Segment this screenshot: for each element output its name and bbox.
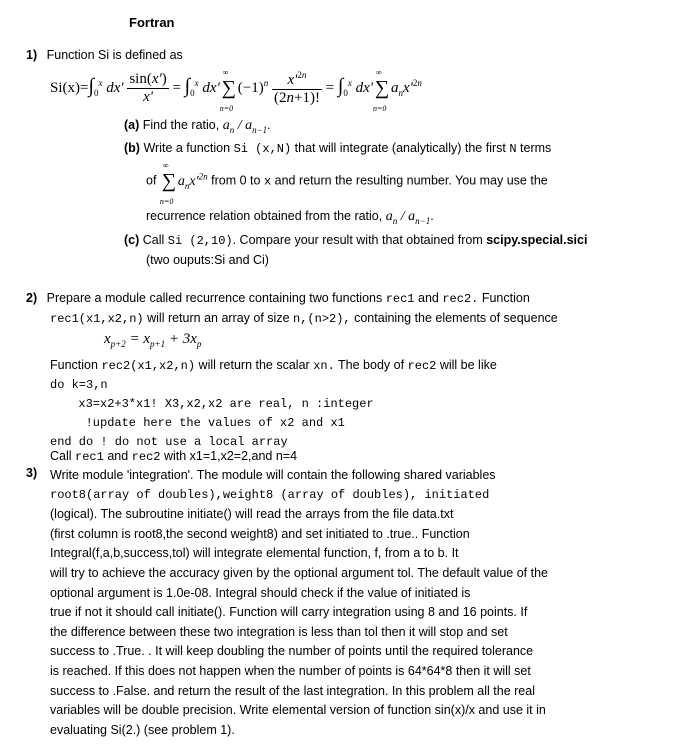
problem-2-line1: [26, 291, 530, 306]
problem-1c-line2: (two ouputs:Si and Ci): [146, 253, 269, 267]
p2-call-c1: rec1: [75, 450, 104, 464]
item-a-label: (a): [124, 118, 140, 132]
problem-3-line: root8(array of doubles),weight8 (array of doubles), initiated: [50, 487, 490, 502]
problem-2-call-line: [50, 449, 297, 464]
problem-2-line3: [50, 358, 497, 373]
p2-l1-post: Function: [481, 291, 530, 305]
problem-1b-line2: of ∞ ∑ n=0 $a_nx'^{2n}$ from 0 to x and return the resulting number. You may use the: [146, 161, 548, 206]
p2-l3-mid: will return the scalar: [198, 358, 310, 372]
code-line: do k=3,n: [50, 378, 108, 392]
problem-3-line: optional argument is 1.0e-08. Integral should check if the value of initiated is: [50, 585, 471, 600]
item-b-label: (b): [124, 141, 140, 155]
p2-l2-mid: will return an array of size: [147, 311, 290, 325]
p2-l3-mid2: The body of: [338, 358, 405, 372]
code-line: end do ! do not use a local array: [50, 435, 288, 449]
item-b-pre: Write a function: [143, 141, 231, 155]
p2-l3-code2: xn.: [313, 359, 335, 373]
problem-3-line: success to .False. and return the result of the last integration. In this problem all the real: [50, 683, 535, 698]
item-c-bold: scipy.special.sici: [486, 233, 588, 247]
p2-l3-post: will be like: [439, 358, 497, 372]
code-line: x3=x2+3*x1! X3,x2,x2 are real, n :integer: [64, 397, 374, 411]
problem-3-line: (first column is root8,the second weight8) and set initiated to .true.. Function: [50, 526, 470, 541]
item-b-line2-code: x: [263, 174, 272, 189]
problem-3-line: will try to achieve the accuracy given by the optional argument tol. The default value of the: [50, 565, 548, 580]
item-c-code: Si (2,10): [167, 234, 233, 248]
problem-1c-line1: [124, 233, 587, 248]
problem-3-line: evaluating Si(2.) (see problem 1).: [50, 722, 235, 737]
si-definition-equation: $Si(x)=\int_0^x$ dx' $\frac{\sin(x')}{x'}$ = $\int_0^x$ dx' ∞ ∑ n=0 $(-1)^n$ $\frac{x'^{2n}}{(2n+1)!}$ = $\int_0^x$ dx' ∞ ∑ n=0 $a_nx'^{2n}$: [50, 68, 422, 113]
p2-l1-and: and: [418, 291, 439, 305]
p2-l1-c2: rec2.: [442, 292, 479, 306]
problem-1-number: 1): [26, 48, 38, 62]
p2-l3-code: rec2(x1,x2,n): [101, 359, 196, 373]
p2-call-pre: Call: [50, 449, 72, 463]
p2-l2-code2: n,(n>2),: [293, 312, 351, 326]
problem-1-text: Function Si is defined as: [46, 48, 183, 62]
p2-l2-code: rec1(x1,x2,n): [50, 312, 144, 326]
item-b-line2-post: and return the resulting number. You may use the: [274, 173, 548, 188]
p2-l2-post: containing the elements of sequence: [354, 311, 558, 325]
problem-3-line: true if not it should call initiate(). Function will carry integration using 8 and 16 points. If: [50, 605, 528, 620]
item-b-code: Si (x,N): [233, 142, 292, 156]
item-b-code2: N: [509, 142, 517, 156]
problem-1-intro: [26, 48, 183, 62]
p2-call-c2: rec2: [131, 450, 161, 464]
p2-l1-c1: rec1: [385, 292, 415, 306]
item-b-post: terms: [520, 141, 552, 155]
problem-3-body: [50, 466, 640, 740]
problem-3-line: (logical). The subroutine initiate() will read the arrays from the file data.txt: [50, 507, 454, 522]
item-c-pre: Call: [142, 233, 165, 247]
item-b-line2-pre: of: [146, 173, 157, 188]
p2-l1-pre: Prepare a module called recurrence containing two functions: [46, 291, 383, 305]
problem-3-line: is reached. If this does not happen when the number of points is 64*64*8 then it will set: [50, 663, 531, 678]
recurrence-equation: $x_{p+2} = x_{p+1} + 3x_p$: [104, 331, 202, 349]
problem-3-line: Integral(f,a,b,success,tol) will integrate elemental function, f, from a to b. It: [50, 546, 459, 561]
problem-2-line2: [50, 311, 558, 326]
problem-1b-line3: recurrence relation obtained from the ratio, $a_n / a_{n-1}$.: [146, 209, 434, 226]
item-c-mid: . Compare your result with that obtained from: [232, 233, 483, 247]
item-b-mid: that will integrate (analytically) the first: [294, 141, 506, 155]
item-c-label: (c): [124, 233, 140, 247]
item-b-line2-mid: from 0 to: [211, 173, 261, 188]
problem-3-line: Write module 'integration'. The module will contain the following shared variables: [50, 468, 496, 482]
problem-1a: (a) Find the ratio, $a_n / a_{n-1}$.: [124, 118, 271, 135]
p2-call-post: with x1=1,x2=2,and n=4: [163, 449, 298, 463]
item-a-text: Find the ratio,: [142, 118, 220, 132]
problem-3-number: 3): [26, 466, 38, 480]
equation-lhs: Si(x)=: [50, 79, 89, 96]
item-b-line3: recurrence relation obtained from the ratio,: [146, 209, 383, 223]
problem-3-line: success to .True. . It will keep doubling the number of points until the required tolerance: [50, 644, 534, 659]
problem-1b-line1: [124, 141, 551, 156]
p2-call-and: and: [107, 449, 129, 463]
code-block: [50, 376, 374, 452]
p2-l3-pre: Function: [50, 358, 98, 372]
p2-l3-code3: rec2: [407, 359, 437, 373]
document-title: Fortran: [129, 15, 175, 30]
code-line: !update here the values of x2 and x1: [64, 416, 345, 430]
problem-3-line: the difference between these two integration is less than tol then it will stop and set: [50, 624, 508, 639]
problem-2-number: 2): [26, 291, 38, 305]
problem-3-line: variables will be double precision. Write elemental version of function sin(x)/x and use it in: [50, 703, 546, 718]
